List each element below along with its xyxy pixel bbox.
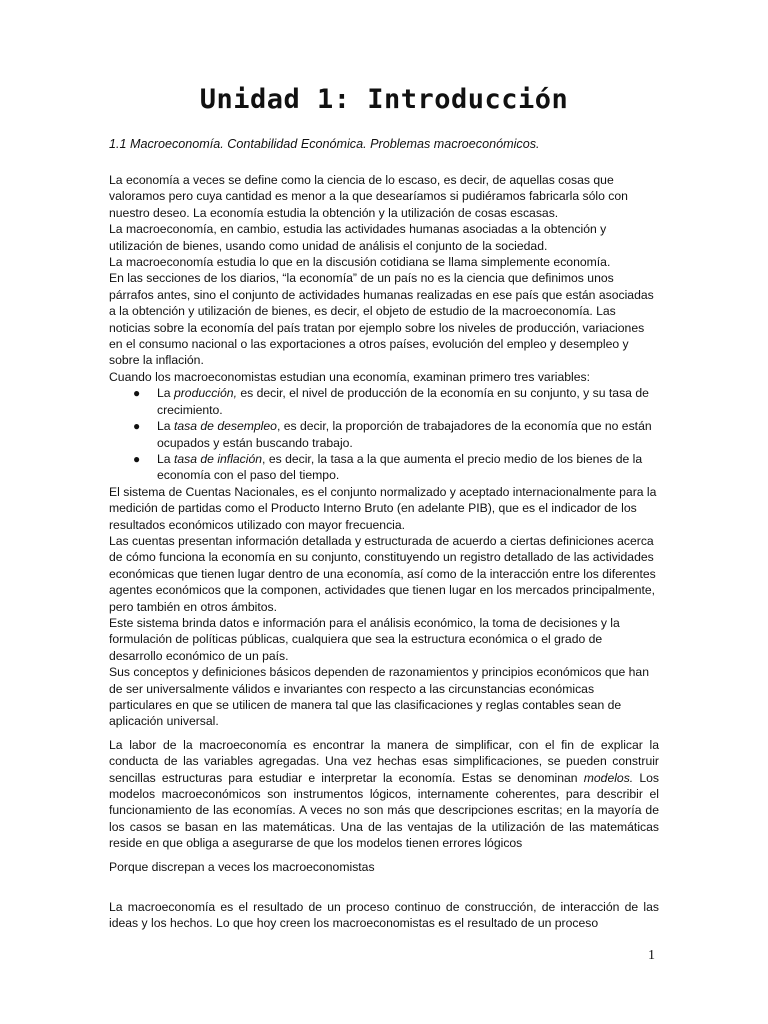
document-body	[109, 172, 659, 932]
emphasis-term: tasa de desempleo	[173, 419, 277, 434]
emphasis-term: modelos.	[583, 770, 634, 785]
paragraph: Las cuentas presentan información detallada y estructurada de acuerdo a ciertas definiciones acerca de cómo funciona la economía en su conjunto, constituyendo un registro detallado de las actividades económicas que tienen lugar dentro de una economía, así como de la interacción entre los diferentes agentes económicos que la componen, actividades que tienen lugar en los mercados principalmente, pero también en otros ámbitos.	[109, 533, 656, 614]
bullet-icon: ●	[133, 386, 141, 401]
paragraph: Este sistema brinda datos e información para el análisis económico, la toma de decisiones y la formulación de políticas públicas, cualquiera que sea la estructura económica o el grado de desarrollo económico de un país.	[109, 615, 620, 663]
paragraph: La macroeconomía es el resultado de un proceso continuo de construcción, de interacción de las ideas y los hechos. Lo que hoy creen los macroeconomistas es el resultado de un proceso	[109, 900, 659, 931]
list-item: ● La tasa de inflación, es decir, la tasa a la que aumenta el precio medio de los bienes de la economía con el paso del tiempo.	[133, 451, 643, 483]
list-item: ● La producción, es decir, el nivel de producción de la economía en su conjunto, y su tasa de crecimiento.	[133, 386, 649, 417]
paragraph: La economía a veces se define como la ciencia de lo escaso, es decir, de aquellas cosas que valoramos pero cuya cantidad es menor a la que desearíamos si pudiéramos fabricarla sólo con nuestro deseo. La economía estudia la obtención y la utilización de cosas escasas.	[109, 173, 628, 220]
document-title: Unidad 1: Introducción	[199, 84, 569, 115]
emphasis-term: producción,	[173, 386, 237, 401]
paragraph: Sus conceptos y definiciones básicos dependen de razonamientos y principios económicos que han de ser universalmente válidos e invariantes con respecto a las circunstancias económicas particulares en que se utilicen de manera tal que las clasificaciones y reglas contables sean de aplicación universal.	[109, 665, 649, 729]
section-heading: Porque discrepan a veces los macroeconomistas	[109, 859, 375, 874]
bullet-icon: ●	[133, 419, 141, 434]
bullet-list	[109, 385, 659, 483]
paragraph: La labor de la macroeconomía es encontrar la manera de simplificar, con el fin de explicar la conducta de las variables agregadas. Una vez hechas esas simplificaciones, se pueden construir sencillas estructuras para estudiar e interpretar la economía. Estas se denominan modelos. Los modelos macroeconómicos son instrumentos lógicos, internamente coherentes, para describir el funcionamiento de las economías. A veces no son más que descripciones escritas; en la mayoría de los casos se basan en las matemáticas. Una de las ventajas de la utilización de las matemáticas reside en que obliga a asegurarse de que los modelos tienen errores lógicos	[109, 737, 659, 851]
paragraph: La macroeconomía, en cambio, estudia las actividades humanas asociadas a la obtención y utilización de bienes, usando como unidad de análisis el conjunto de la sociedad.	[109, 222, 607, 253]
paragraph: Cuando los macroeconomistas estudian una economía, examinan primero tres variables:	[109, 369, 590, 384]
page-number: 1	[648, 948, 655, 963]
paragraph: En las secciones de los diarios, “la economía” de un país no es la ciencia que definimos unos párrafos antes, sino el conjunto de actividades humanas realizadas en ese país que están asociadas a la obtención y utilización de bienes, es decir, el objeto de estudio de la macroeconomía. Las noticias sobre la economía del país tratan por ejemplo sobre los niveles de producción, variaciones en el consumo nacional o las exportaciones a otros países, evolución del empleo y desempleo y sobre la inflación.	[109, 271, 654, 368]
list-item: ● La tasa de desempleo, es decir, la proporción de trabajadores de la economía que no están ocupados y están buscando trabajo.	[133, 419, 652, 450]
paragraph: El sistema de Cuentas Nacionales, es el conjunto normalizado y aceptado internacionalmente para la medición de partidas como el Producto Interno Bruto (en adelante PIB), que es el indicador de los resultados económicos utilizado con mayor frecuencia.	[109, 484, 657, 532]
bullet-icon: ●	[133, 451, 141, 466]
emphasis-term: tasa de inflación	[173, 451, 263, 466]
section-subtitle: 1.1 Macroeconomía. Contabilidad Económica. Problemas macroeconómicos.	[109, 137, 540, 151]
paragraph: La macroeconomía estudia lo que en la discusión cotidiana se llama simplemente economía.	[109, 255, 611, 270]
